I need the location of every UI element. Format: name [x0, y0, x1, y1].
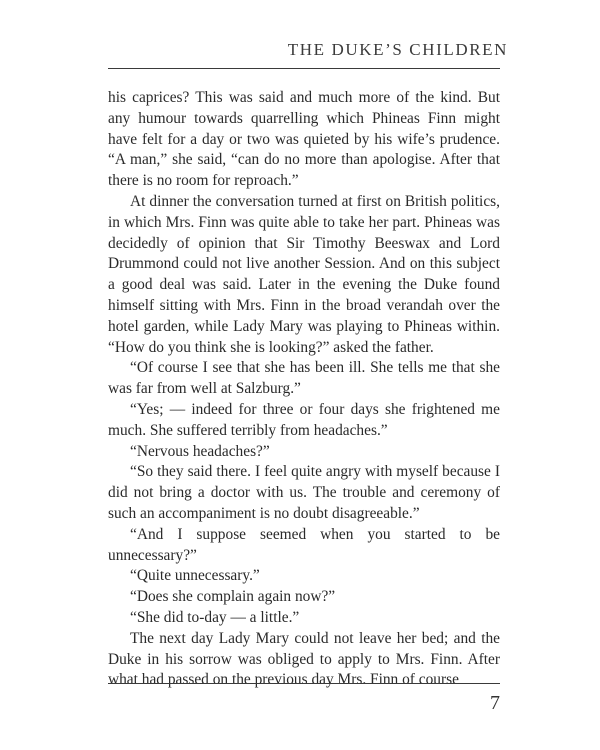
- body-text: [108, 88, 500, 691]
- running-head-title: THE DUKE’S CHILDREN: [287, 40, 508, 59]
- paragraph: “So they said there. I feel quite angry with myself because I did not bring a doctor with us. The trouble and ceremony of such an accompaniment is no doubt disagreeable.”: [108, 463, 500, 522]
- paragraph: “Nervous headaches?”: [130, 442, 270, 460]
- paragraph: “Of course I see that she has been ill. She tells me that she was far from well at Salzburg.”: [108, 359, 500, 398]
- paragraph: “Yes; — indeed for three or four days she frightened me much. She suffered terribly from headaches.”: [108, 400, 500, 439]
- paragraph: “Does she complain again now?”: [130, 588, 336, 606]
- paragraph: “Quite unnecessary.”: [130, 567, 260, 585]
- paragraph: At dinner the conversation turned at first on British politics, in which Mrs. Finn was quite able to take her part. Phineas was decidedly of opinion that Sir Timothy Beeswax and Lord Drummond could not live another Session. And on this subject a good deal was said. Later in the evening the Duke found himself sitting with Mrs. Finn in the broad verandah over the hotel garden, while Lady Mary was playing to Phineas within. “How do you think she is looking?” asked the father.: [108, 192, 500, 356]
- paragraph: “And I suppose seemed when you started to be unnecessary?”: [108, 525, 500, 564]
- paragraph: his caprices? This was said and much more of the kind. But any humour towards quarrelling which Phineas Finn might have felt for a day or two was quieted by his wife’s prudence. “A man,” she said, “can do no more than apologise. After that there is no room for reproach.”: [108, 89, 500, 190]
- paragraph: “She did to-day — a little.”: [130, 608, 300, 626]
- page-number: 7: [490, 692, 500, 714]
- paragraph: The next day Lady Mary could not leave her bed; and the Duke in his sorrow was obliged to apply to Mrs. Finn. After what had passed on the previous day Mrs. Finn of course: [108, 629, 500, 689]
- footer-rule: [108, 683, 500, 684]
- header-rule: [108, 68, 500, 69]
